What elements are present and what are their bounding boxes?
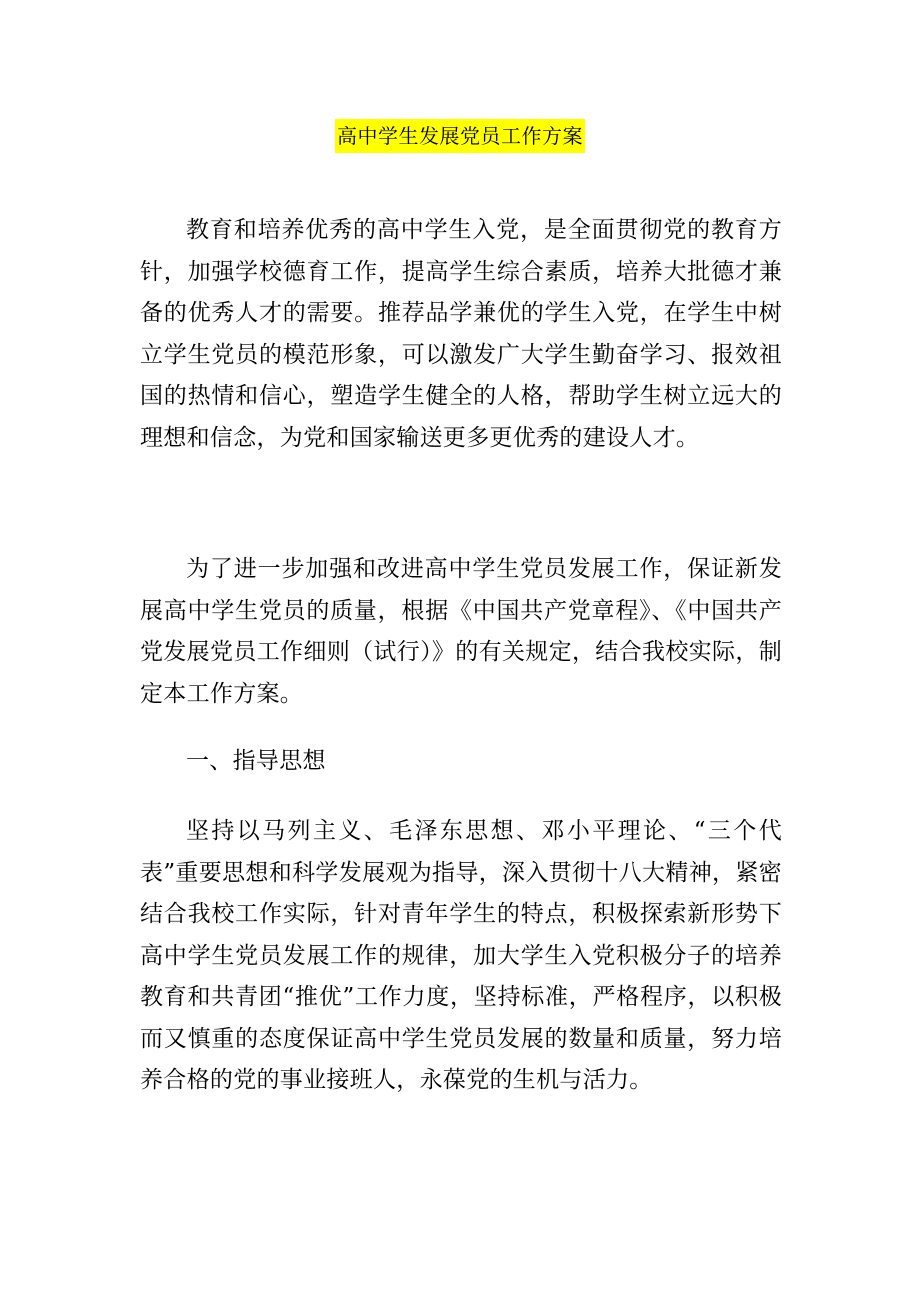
section-body-paragraph: 坚持以马列主义、毛泽东思想、邓小平理论、“三个代表”重要思想和科学发展观为指导，深入贯彻十八大精神，紧密结合我校工作实际，针对青年学生的特点，积极探索新形势下高中学生党员发展工作的规律，加大学生入党积极分子的培养教育和共青团“推优”工作力度，坚持标准，严格程序，以积极而又慎重的态度保证高中学生党员发展的数量和质量，努力培养合格的党的事业接班人，永葆党的生机与活力。 (140, 818, 782, 1093)
document-title: 高中学生发展党员工作方案 (335, 119, 585, 153)
section-heading: 一、指导思想 (186, 748, 326, 774)
purpose-paragraph: 为了进一步加强和改进高中学生党员发展工作，保证新发展高中学生党员的质量，根据《中国共产党章程》、《中国共产党发展党员工作细则（试行）》的有关规定，结合我校实际，制定本工作方案。 (140, 556, 782, 707)
title-container (0, 119, 920, 153)
intro-paragraph: 教育和培养优秀的高中学生入党，是全面贯彻党的教育方针，加强学校德育工作，提高学生综合素质，培养大批德才兼备的优秀人才的需要。推荐品学兼优的学生入党，在学生中树立学生党员的模范形象，可以激发广大学生勤奋学习、报效祖国的热情和信心，塑造学生健全的人格，帮助学生树立远大的理想和信念，为党和国家输送更多更优秀的建设人才。 (140, 217, 782, 451)
